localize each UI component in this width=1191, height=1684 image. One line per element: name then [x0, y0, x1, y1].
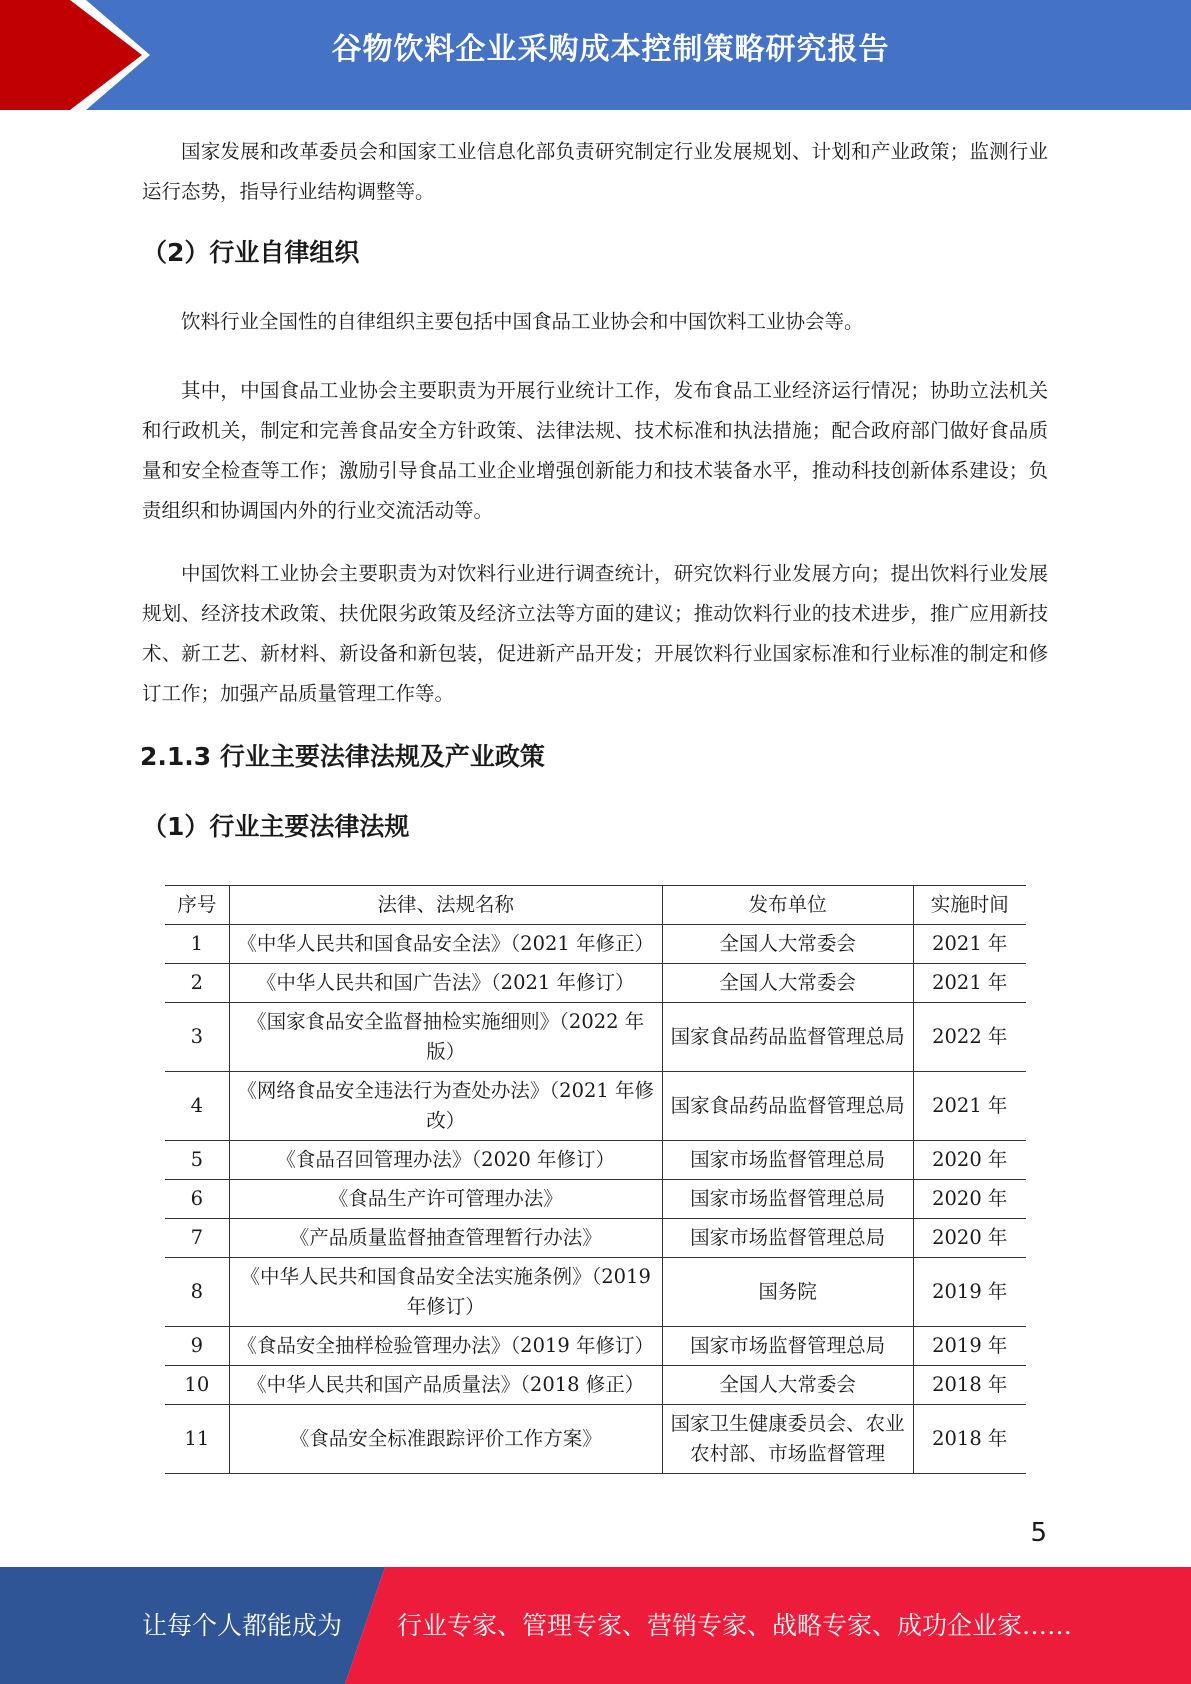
cell-no: 8 — [165, 1258, 229, 1327]
header-law-name: 法律、法规名称 — [229, 886, 662, 925]
cell-no: 10 — [165, 1366, 229, 1405]
page-footer — [0, 1567, 1191, 1684]
cell-law-name: 《网络食品安全违法行为查处办法》（2021 年修改） — [229, 1072, 662, 1141]
cell-no: 11 — [165, 1405, 229, 1474]
cell-date: 2019 年 — [913, 1258, 1026, 1327]
cell-date: 2018 年 — [913, 1366, 1026, 1405]
cell-law-name: 《国家食品安全监督抽检实施细则》（2022 年版） — [229, 1003, 662, 1072]
heading-self-regulation: （2）行业自律组织 — [142, 238, 360, 267]
cell-no: 6 — [165, 1180, 229, 1219]
cell-law-name: 《食品安全标准跟踪评价工作方案》 — [229, 1405, 662, 1474]
table-header-row — [165, 886, 1026, 925]
cell-law-name: 《产品质量监督抽查管理暂行办法》 — [229, 1219, 662, 1258]
table-row — [165, 964, 1026, 1003]
header-publisher: 发布单位 — [662, 886, 913, 925]
cell-date: 2021 年 — [913, 925, 1026, 964]
cell-no: 9 — [165, 1327, 229, 1366]
table-row — [165, 1258, 1026, 1327]
paragraph-beverage-assoc: 中国饮料工业协会主要职责为对饮料行业进行调查统计，研究饮料行业发展方向；提出饮料行业发展规划、经济技术政策、扶优限劣政策及经济立法等方面的建议；推动饮料行业的技术进步，推广应用新技术、新工艺、新材料、新设备和新包装，促进新产品开发；开展饮料行业国家标准和行业标准的制定和修订工作；加强产品质量管理工作等。 — [142, 562, 1048, 705]
cell-publisher: 国家卫生健康委员会、农业农村部、市场监督管理 — [662, 1405, 913, 1474]
page-number: 5 — [1030, 1518, 1047, 1548]
paragraph-ndrc: 国家发展和改革委员会和国家工业信息化部负责研究制定行业发展规划、计划和产业政策；监测行业运行态势，指导行业结构调整等。 — [142, 140, 1048, 203]
cell-no: 1 — [165, 925, 229, 964]
heading-section-2-1-3: 2.1.3 行业主要法律法规及产业政策 — [140, 742, 545, 771]
cell-no: 5 — [165, 1141, 229, 1180]
cell-law-name: 《中华人民共和国产品质量法》（2018 修正） — [229, 1366, 662, 1405]
table-row — [165, 1405, 1026, 1474]
cell-publisher: 全国人大常委会 — [662, 925, 913, 964]
cell-law-name: 《食品安全抽样检验管理办法》（2019 年修订） — [229, 1327, 662, 1366]
laws-table — [165, 885, 1026, 1474]
cell-publisher: 国家市场监督管理总局 — [662, 1180, 913, 1219]
cell-publisher: 国家食品药品监督管理总局 — [662, 1003, 913, 1072]
table-row — [165, 925, 1026, 964]
cell-law-name: 《中华人民共和国食品安全法实施条例》（2019 年修订） — [229, 1258, 662, 1327]
cell-publisher: 国家市场监督管理总局 — [662, 1219, 913, 1258]
cell-publisher: 国家市场监督管理总局 — [662, 1327, 913, 1366]
footer-slogan-right: 行业专家、管理专家、营销专家、战略专家、成功企业家…… — [397, 1611, 1073, 1640]
cell-date: 2020 年 — [913, 1141, 1026, 1180]
table-row — [165, 1219, 1026, 1258]
table-row — [165, 1141, 1026, 1180]
cell-no: 3 — [165, 1003, 229, 1072]
cell-date: 2021 年 — [913, 964, 1026, 1003]
cell-date: 2020 年 — [913, 1180, 1026, 1219]
cell-date: 2022 年 — [913, 1003, 1026, 1072]
cell-date: 2020 年 — [913, 1219, 1026, 1258]
table-row — [165, 1327, 1026, 1366]
table-row — [165, 1072, 1026, 1141]
cell-law-name: 《食品生产许可管理办法》 — [229, 1180, 662, 1219]
paragraph-self-regulation-orgs: 饮料行业全国性的自律组织主要包括中国食品工业协会和中国饮料工业协会等。 — [181, 310, 864, 333]
cell-publisher: 国家食品药品监督管理总局 — [662, 1072, 913, 1141]
table-row — [165, 1180, 1026, 1219]
paragraph-food-industry-assoc: 其中，中国食品工业协会主要职责为开展行业统计工作，发布食品工业经济运行情况；协助立法机关和行政机关，制定和完善食品安全方针政策、法律法规、技术标准和执法措施；配合政府部门做好食品质量和安全检查等工作；激励引导食品工业企业增强创新能力和技术装备水平，推动科技创新体系建设；负责组织和协调国内外的行业交流活动等。 — [142, 379, 1048, 522]
header-no: 序号 — [165, 886, 229, 925]
heading-main-laws: （1）行业主要法律法规 — [142, 812, 410, 841]
cell-no: 4 — [165, 1072, 229, 1141]
cell-publisher: 全国人大常委会 — [662, 964, 913, 1003]
cell-date: 2018 年 — [913, 1405, 1026, 1474]
cell-law-name: 《中华人民共和国广告法》（2021 年修订） — [229, 964, 662, 1003]
cell-no: 2 — [165, 964, 229, 1003]
cell-publisher: 国家市场监督管理总局 — [662, 1141, 913, 1180]
report-title: 谷物饮料企业采购成本控制策略研究报告 — [331, 32, 890, 67]
cell-date: 2019 年 — [913, 1327, 1026, 1366]
cell-law-name: 《中华人民共和国食品安全法》（2021 年修正） — [229, 925, 662, 964]
cell-publisher: 全国人大常委会 — [662, 1366, 913, 1405]
cell-law-name: 《食品召回管理办法》（2020 年修订） — [229, 1141, 662, 1180]
table-row — [165, 1003, 1026, 1072]
footer-slogan-left: 让每个人都能成为 — [142, 1611, 343, 1640]
cell-publisher: 国务院 — [662, 1258, 913, 1327]
header-effective-date: 实施时间 — [913, 886, 1026, 925]
table-row — [165, 1366, 1026, 1405]
cell-no: 7 — [165, 1219, 229, 1258]
cell-date: 2021 年 — [913, 1072, 1026, 1141]
